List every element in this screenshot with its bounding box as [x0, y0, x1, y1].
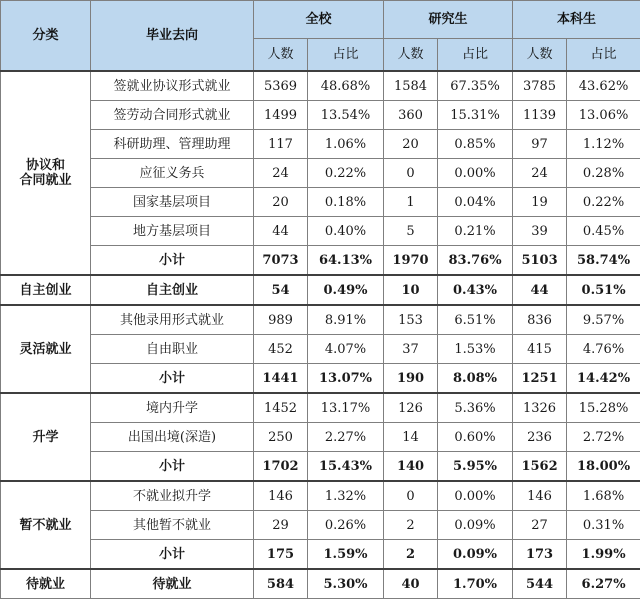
- subtotal-row: [1, 364, 640, 394]
- destination-cell: 签就业协议形式就业: [91, 71, 254, 101]
- header-group-undergraduate: 本科生: [513, 1, 640, 39]
- undergraduate-count-cell: 544: [513, 569, 567, 599]
- graduate-ratio-cell: 0.43%: [438, 275, 513, 305]
- undergraduate-count-cell: 44: [513, 275, 567, 305]
- all-count-cell: 452: [254, 335, 308, 364]
- category-label: 协议和: [1, 158, 90, 173]
- header-group-graduate: 研究生: [384, 1, 513, 39]
- all-ratio-cell: 13.54%: [308, 101, 384, 130]
- undergraduate-count-cell: 24: [513, 159, 567, 188]
- undergraduate-count-cell: 236: [513, 423, 567, 452]
- destination-cell: 小计: [91, 540, 254, 570]
- header-count: 人数: [254, 39, 308, 72]
- category-group: [1, 305, 640, 393]
- all-ratio-cell: 1.59%: [308, 540, 384, 570]
- destination-cell: 自由职业: [91, 335, 254, 364]
- destination-cell: 小计: [91, 364, 254, 394]
- all-ratio-cell: 8.91%: [308, 305, 384, 335]
- destination-cell: 境内升学: [91, 393, 254, 423]
- all-ratio-cell: 13.07%: [308, 364, 384, 394]
- undergraduate-ratio-cell: 14.42%: [567, 364, 640, 394]
- all-ratio-cell: 0.18%: [308, 188, 384, 217]
- undergraduate-ratio-cell: 9.57%: [567, 305, 640, 335]
- all-count-cell: 54: [254, 275, 308, 305]
- table-row: [1, 101, 640, 130]
- category-cell: [1, 393, 91, 481]
- graduate-ratio-cell: 83.76%: [438, 246, 513, 276]
- category-group: [1, 569, 640, 599]
- graduate-count-cell: 126: [384, 393, 438, 423]
- undergraduate-count-cell: 1139: [513, 101, 567, 130]
- undergraduate-ratio-cell: 0.22%: [567, 188, 640, 217]
- table-row: [1, 511, 640, 540]
- subtotal-row: [1, 569, 640, 599]
- undergraduate-ratio-cell: 0.51%: [567, 275, 640, 305]
- table-row: [1, 217, 640, 246]
- undergraduate-count-cell: 5103: [513, 246, 567, 276]
- category-cell: [1, 71, 91, 275]
- undergraduate-ratio-cell: 0.31%: [567, 511, 640, 540]
- category-group: [1, 481, 640, 569]
- undergraduate-count-cell: 173: [513, 540, 567, 570]
- undergraduate-count-cell: 146: [513, 481, 567, 511]
- undergraduate-count-cell: 19: [513, 188, 567, 217]
- category-label: 合同就业: [1, 173, 90, 188]
- all-ratio-cell: 15.43%: [308, 452, 384, 482]
- destination-cell: 待就业: [91, 569, 254, 599]
- graduate-count-cell: 20: [384, 130, 438, 159]
- table-row: [1, 305, 640, 335]
- table-row: [1, 481, 640, 511]
- destination-cell: 小计: [91, 246, 254, 276]
- undergraduate-count-cell: 3785: [513, 71, 567, 101]
- header-destination: 毕业去向: [91, 1, 254, 72]
- all-ratio-cell: 0.26%: [308, 511, 384, 540]
- category-cell: [1, 305, 91, 393]
- all-count-cell: 117: [254, 130, 308, 159]
- undergraduate-count-cell: 415: [513, 335, 567, 364]
- undergraduate-count-cell: 1562: [513, 452, 567, 482]
- all-count-cell: 1702: [254, 452, 308, 482]
- undergraduate-ratio-cell: 15.28%: [567, 393, 640, 423]
- graduate-ratio-cell: 6.51%: [438, 305, 513, 335]
- subtotal-row: [1, 275, 640, 305]
- header-group-all: 全校: [254, 1, 384, 39]
- destination-cell: 科研助理、管理助理: [91, 130, 254, 159]
- graduate-ratio-cell: 1.53%: [438, 335, 513, 364]
- all-ratio-cell: 5.30%: [308, 569, 384, 599]
- undergraduate-ratio-cell: 1.99%: [567, 540, 640, 570]
- category-cell: [1, 481, 91, 569]
- graduate-count-cell: 5: [384, 217, 438, 246]
- all-count-cell: 146: [254, 481, 308, 511]
- graduate-count-cell: 153: [384, 305, 438, 335]
- undergraduate-count-cell: 836: [513, 305, 567, 335]
- destination-cell: 其他暂不就业: [91, 511, 254, 540]
- category-label: 自主创业: [1, 283, 90, 298]
- all-ratio-cell: 13.17%: [308, 393, 384, 423]
- graduate-count-cell: 2: [384, 540, 438, 570]
- all-ratio-cell: 0.40%: [308, 217, 384, 246]
- destination-cell: 应征义务兵: [91, 159, 254, 188]
- graduate-count-cell: 1584: [384, 71, 438, 101]
- graduate-ratio-cell: 5.36%: [438, 393, 513, 423]
- undergraduate-ratio-cell: 1.68%: [567, 481, 640, 511]
- all-count-cell: 1499: [254, 101, 308, 130]
- destination-cell: 地方基层项目: [91, 217, 254, 246]
- graduate-ratio-cell: 0.04%: [438, 188, 513, 217]
- graduate-ratio-cell: 0.21%: [438, 217, 513, 246]
- destination-cell: 其他录用形式就业: [91, 305, 254, 335]
- all-ratio-cell: 4.07%: [308, 335, 384, 364]
- undergraduate-count-cell: 97: [513, 130, 567, 159]
- graduate-count-cell: 14: [384, 423, 438, 452]
- undergraduate-ratio-cell: 18.00%: [567, 452, 640, 482]
- all-ratio-cell: 2.27%: [308, 423, 384, 452]
- all-count-cell: 584: [254, 569, 308, 599]
- graduate-count-cell: 2: [384, 511, 438, 540]
- all-ratio-cell: 0.22%: [308, 159, 384, 188]
- undergraduate-count-cell: 1326: [513, 393, 567, 423]
- graduate-ratio-cell: 0.09%: [438, 511, 513, 540]
- category-group: [1, 393, 640, 481]
- undergraduate-ratio-cell: 0.28%: [567, 159, 640, 188]
- table-row: [1, 159, 640, 188]
- category-cell: [1, 275, 91, 305]
- header-ratio: 占比: [308, 39, 384, 72]
- undergraduate-count-cell: 1251: [513, 364, 567, 394]
- undergraduate-ratio-cell: 1.12%: [567, 130, 640, 159]
- table-row: [1, 393, 640, 423]
- graduate-ratio-cell: 0.09%: [438, 540, 513, 570]
- destination-cell: 出国出境(深造): [91, 423, 254, 452]
- undergraduate-ratio-cell: 2.72%: [567, 423, 640, 452]
- subtotal-row: [1, 246, 640, 276]
- destination-cell: 自主创业: [91, 275, 254, 305]
- all-count-cell: 1452: [254, 393, 308, 423]
- destination-cell: 国家基层项目: [91, 188, 254, 217]
- all-count-cell: 989: [254, 305, 308, 335]
- all-ratio-cell: 1.32%: [308, 481, 384, 511]
- category-label: 暂不就业: [1, 518, 90, 533]
- table-row: [1, 423, 640, 452]
- graduate-count-cell: 1: [384, 188, 438, 217]
- table-row: [1, 335, 640, 364]
- category-label: 待就业: [1, 577, 90, 592]
- undergraduate-ratio-cell: 13.06%: [567, 101, 640, 130]
- undergraduate-ratio-cell: 4.76%: [567, 335, 640, 364]
- graduate-count-cell: 140: [384, 452, 438, 482]
- undergraduate-count-cell: 39: [513, 217, 567, 246]
- graduate-count-cell: 0: [384, 159, 438, 188]
- graduate-ratio-cell: 67.35%: [438, 71, 513, 101]
- all-count-cell: 44: [254, 217, 308, 246]
- graduate-ratio-cell: 0.00%: [438, 159, 513, 188]
- graduate-ratio-cell: 0.60%: [438, 423, 513, 452]
- header-count: 人数: [513, 39, 567, 72]
- undergraduate-count-cell: 27: [513, 511, 567, 540]
- graduate-ratio-cell: 0.00%: [438, 481, 513, 511]
- header-ratio: 占比: [438, 39, 513, 72]
- all-ratio-cell: 48.68%: [308, 71, 384, 101]
- undergraduate-ratio-cell: 58.74%: [567, 246, 640, 276]
- undergraduate-ratio-cell: 43.62%: [567, 71, 640, 101]
- graduate-ratio-cell: 5.95%: [438, 452, 513, 482]
- all-count-cell: 20: [254, 188, 308, 217]
- graduate-count-cell: 360: [384, 101, 438, 130]
- destination-cell: 小计: [91, 452, 254, 482]
- header-count: 人数: [384, 39, 438, 72]
- all-ratio-cell: 1.06%: [308, 130, 384, 159]
- graduate-count-cell: 37: [384, 335, 438, 364]
- header-ratio: 占比: [567, 39, 640, 72]
- all-ratio-cell: 0.49%: [308, 275, 384, 305]
- all-count-cell: 24: [254, 159, 308, 188]
- category-group: [1, 71, 640, 275]
- header-category: 分类: [1, 1, 91, 72]
- all-count-cell: 1441: [254, 364, 308, 394]
- destination-cell: 签劳动合同形式就业: [91, 101, 254, 130]
- undergraduate-ratio-cell: 6.27%: [567, 569, 640, 599]
- category-label: 灵活就业: [1, 342, 90, 357]
- all-count-cell: 175: [254, 540, 308, 570]
- category-label: 升学: [1, 430, 90, 445]
- graduate-count-cell: 0: [384, 481, 438, 511]
- all-count-cell: 29: [254, 511, 308, 540]
- graduate-ratio-cell: 0.85%: [438, 130, 513, 159]
- destination-cell: 不就业拟升学: [91, 481, 254, 511]
- graduate-ratio-cell: 1.70%: [438, 569, 513, 599]
- graduate-count-cell: 190: [384, 364, 438, 394]
- undergraduate-ratio-cell: 0.45%: [567, 217, 640, 246]
- all-ratio-cell: 64.13%: [308, 246, 384, 276]
- graduate-count-cell: 10: [384, 275, 438, 305]
- table-header: [1, 1, 640, 72]
- subtotal-row: [1, 452, 640, 482]
- graduate-count-cell: 40: [384, 569, 438, 599]
- table-row: [1, 130, 640, 159]
- table-row: [1, 188, 640, 217]
- all-count-cell: 5369: [254, 71, 308, 101]
- table-row: [1, 71, 640, 101]
- category-group: [1, 275, 640, 305]
- subtotal-row: [1, 540, 640, 570]
- all-count-cell: 7073: [254, 246, 308, 276]
- graduate-count-cell: 1970: [384, 246, 438, 276]
- category-cell: [1, 569, 91, 599]
- graduate-ratio-cell: 8.08%: [438, 364, 513, 394]
- graduate-ratio-cell: 15.31%: [438, 101, 513, 130]
- all-count-cell: 250: [254, 423, 308, 452]
